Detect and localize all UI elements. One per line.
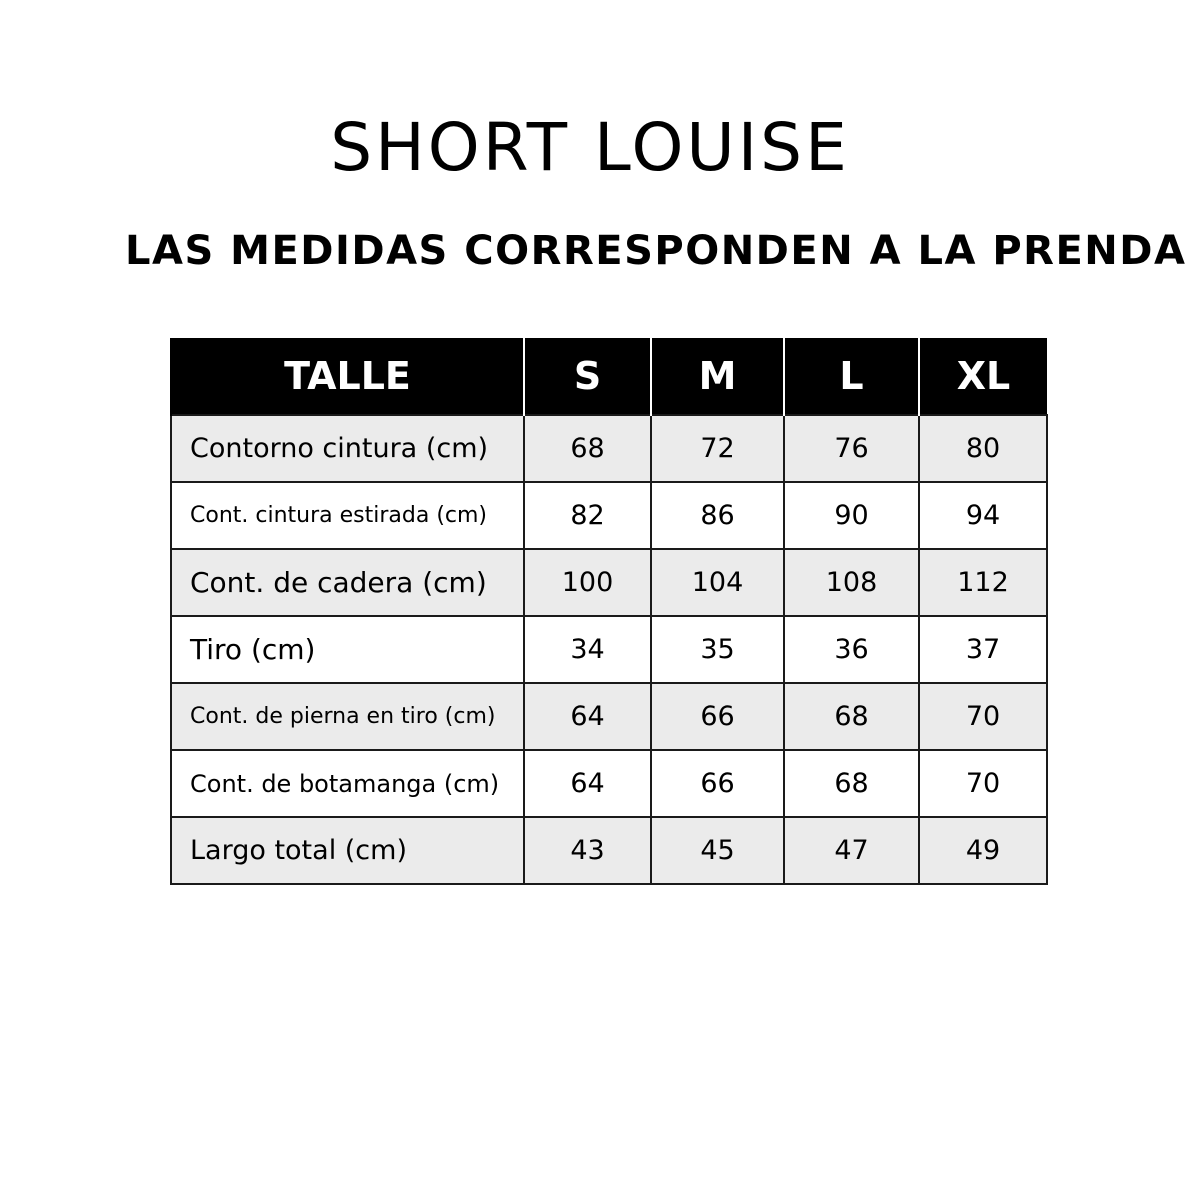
cell-value: 70 — [919, 750, 1047, 817]
row-label: Tiro (cm) — [171, 616, 524, 683]
cell-value: 47 — [784, 817, 919, 884]
row-label: Cont. de botamanga (cm) — [171, 750, 524, 817]
size-chart-table — [170, 338, 1048, 885]
header-size-m: M — [651, 338, 784, 415]
cell-value: 80 — [919, 415, 1047, 482]
header-size-l: L — [784, 338, 919, 415]
table-row — [171, 683, 1047, 750]
header-talle: TALLE — [171, 338, 524, 415]
table-row — [171, 817, 1047, 884]
cell-value: 36 — [784, 616, 919, 683]
cell-value: 90 — [784, 482, 919, 549]
row-label: Contorno cintura (cm) — [171, 415, 524, 482]
table-header-row — [171, 338, 1047, 415]
cell-value: 82 — [524, 482, 651, 549]
cell-value: 66 — [651, 750, 784, 817]
table-row — [171, 750, 1047, 817]
table-row — [171, 415, 1047, 482]
cell-value: 72 — [651, 415, 784, 482]
cell-value: 68 — [524, 415, 651, 482]
header-size-s: S — [524, 338, 651, 415]
table-row — [171, 616, 1047, 683]
cell-value: 49 — [919, 817, 1047, 884]
cell-value: 68 — [784, 750, 919, 817]
row-label: Cont. de cadera (cm) — [171, 549, 524, 616]
page-title: SHORT LOUISE — [330, 109, 850, 186]
cell-value: 108 — [784, 549, 919, 616]
cell-value: 66 — [651, 683, 784, 750]
cell-value: 104 — [651, 549, 784, 616]
cell-value: 86 — [651, 482, 784, 549]
cell-value: 35 — [651, 616, 784, 683]
cell-value: 43 — [524, 817, 651, 884]
cell-value: 70 — [919, 683, 1047, 750]
row-label: Largo total (cm) — [171, 817, 524, 884]
row-label: Cont. de pierna en tiro (cm) — [171, 683, 524, 750]
cell-value: 68 — [784, 683, 919, 750]
cell-value: 64 — [524, 750, 651, 817]
cell-value: 112 — [919, 549, 1047, 616]
cell-value: 76 — [784, 415, 919, 482]
cell-value: 37 — [919, 616, 1047, 683]
cell-value: 94 — [919, 482, 1047, 549]
cell-value: 100 — [524, 549, 651, 616]
cell-value: 64 — [524, 683, 651, 750]
cell-value: 34 — [524, 616, 651, 683]
header-size-xl: XL — [919, 338, 1047, 415]
page-subtitle: LAS MEDIDAS CORRESPONDEN A LA PRENDA — [125, 228, 1187, 274]
table-row — [171, 482, 1047, 549]
row-label: Cont. cintura estirada (cm) — [171, 482, 524, 549]
cell-value: 45 — [651, 817, 784, 884]
table-row — [171, 549, 1047, 616]
